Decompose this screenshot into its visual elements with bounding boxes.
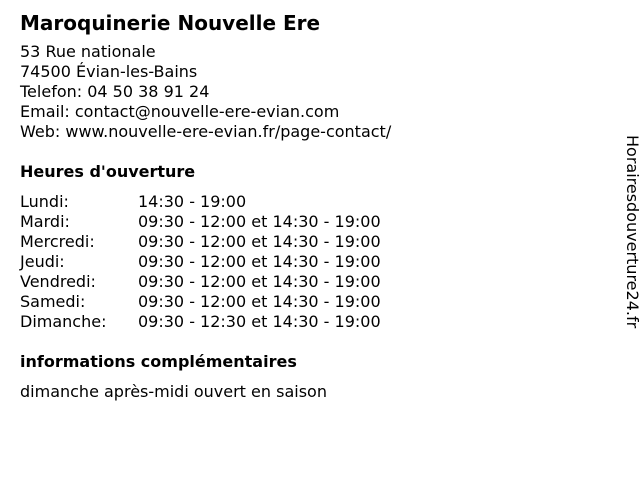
email: Email: contact@nouvelle-ere-evian.com (20, 102, 340, 121)
address-line-2: 74500 Évian-les-Bains (20, 62, 198, 81)
site-watermark: Horairesdouverture24.fr (623, 135, 642, 329)
additional-info-heading: informations complémentaires (20, 352, 297, 371)
contact-block (20, 42, 580, 142)
hours-day: Mardi: (20, 212, 70, 231)
hours-row-saturday (20, 292, 580, 312)
hours-row-thursday (20, 252, 580, 272)
additional-info-text: dimanche après-midi ouvert en saison (20, 382, 327, 401)
address-line-1: 53 Rue nationale (20, 42, 156, 61)
business-card (20, 10, 580, 402)
hours-day: Mercredi: (20, 232, 95, 251)
website: Web: www.nouvelle-ere-evian.fr/page-contact/ (20, 122, 392, 141)
hours-row-sunday (20, 312, 580, 332)
hours-day: Vendredi: (20, 272, 96, 291)
hours-time: 09:30 - 12:00 et 14:30 - 19:00 (138, 232, 381, 251)
hours-row-tuesday (20, 212, 580, 232)
hours-day: Dimanche: (20, 312, 107, 331)
hours-row-friday (20, 272, 580, 292)
opening-hours-table (20, 192, 580, 332)
hours-day: Jeudi: (20, 252, 65, 271)
hours-day: Samedi: (20, 292, 86, 311)
hours-day: Lundi: (20, 192, 69, 211)
phone: Telefon: 04 50 38 91 24 (20, 82, 210, 101)
hours-time: 14:30 - 19:00 (138, 192, 247, 211)
hours-row-monday (20, 192, 580, 212)
hours-time: 09:30 - 12:00 et 14:30 - 19:00 (138, 272, 381, 291)
business-name: Maroquinerie Nouvelle Ere (20, 11, 321, 35)
hours-row-wednesday (20, 232, 580, 252)
hours-time: 09:30 - 12:00 et 14:30 - 19:00 (138, 212, 381, 231)
opening-hours-heading: Heures d'ouverture (20, 162, 196, 181)
hours-time: 09:30 - 12:00 et 14:30 - 19:00 (138, 252, 381, 271)
hours-time: 09:30 - 12:30 et 14:30 - 19:00 (138, 312, 381, 331)
hours-time: 09:30 - 12:00 et 14:30 - 19:00 (138, 292, 381, 311)
